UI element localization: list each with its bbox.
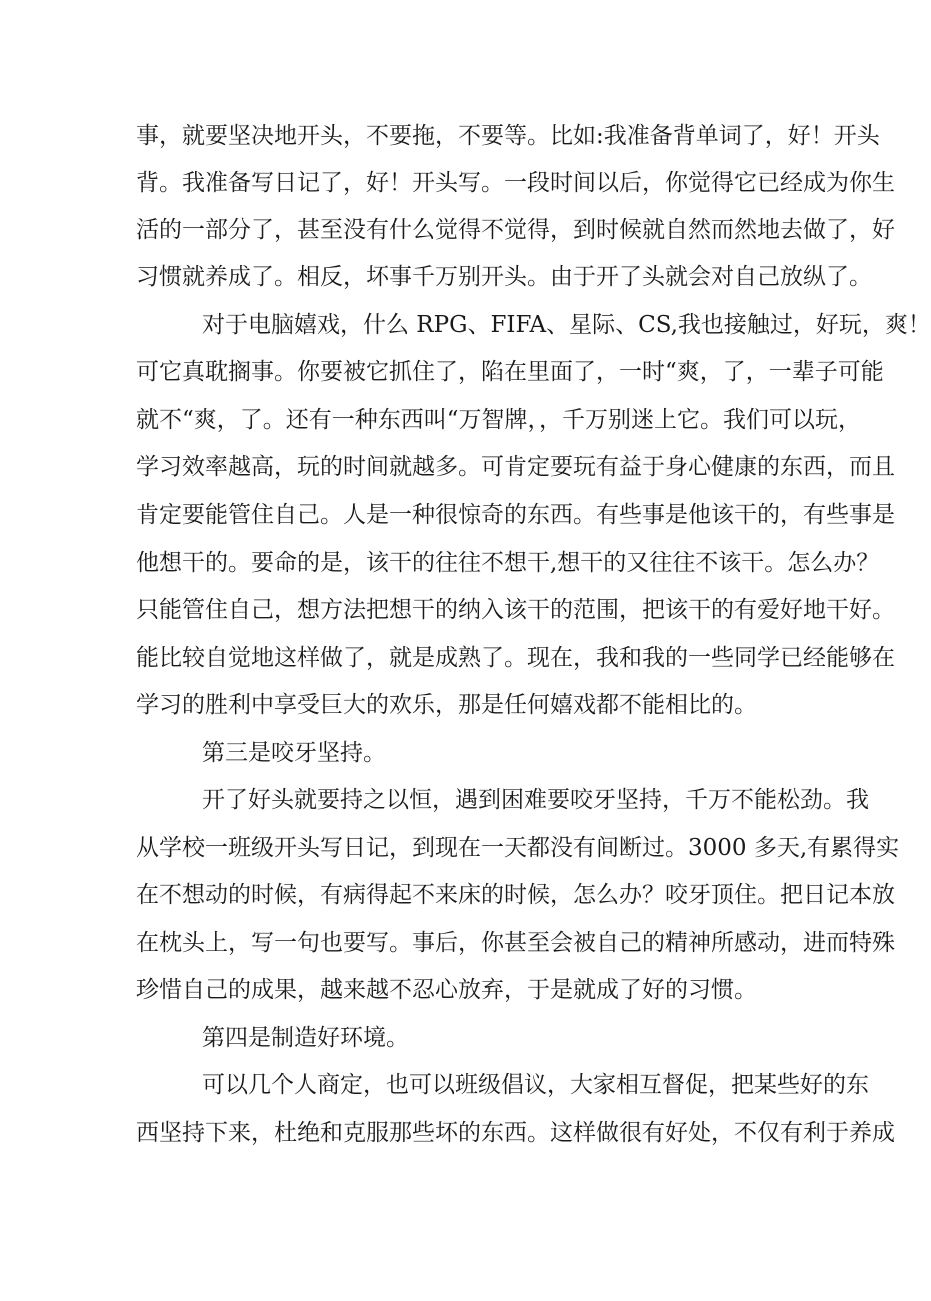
paragraph-line: 可它真耽搁事。你要被它抓住了，陷在里面了，一时“爽，了，一辈子可能 (136, 359, 884, 385)
paragraph-line: 从学校一班级开头写日记，到现在一天都没有间断过。3000 多天,有累得实 (136, 835, 900, 861)
section-heading: 第三是咬牙坚持。 (202, 740, 386, 766)
paragraph-line: 他想干的。要命的是，该干的往往不想干,想干的又往往不该干。怎么办？ (136, 550, 880, 576)
paragraph-line: 习惯就养成了。相反，坏事千万别开头。由于开了头就会对自己放纵了。 (136, 264, 872, 290)
paragraph-line: 背。我准备写日记了，好！开头写。一段时间以后，你觉得它已经成为你生 (136, 170, 895, 196)
paragraph-line: 西坚持下来，杜绝和克服那些坏的东西。这样做很有好处，不仅有利于养成 (136, 1120, 895, 1146)
paragraph-line: 学习的胜利中享受巨大的欢乐，那是任何嬉戏都不能相比的。 (136, 692, 757, 718)
paragraph-line: 学习效率越高，玩的时间就越多。可肯定要玩有益于身心健康的东西，而且 (136, 454, 895, 480)
paragraph-first-line: 开了好头就要持之以恒，遇到困难要咬牙坚持，千万不能松劲。我 (202, 787, 869, 813)
paragraph-line: 肯定要能管住自己。人是一种很惊奇的东西。有些事是他该干的，有些事是 (136, 502, 895, 528)
paragraph-line: 事，就要坚决地开头，不要拖，不要等。比如:我准备背单词了，好！开头 (136, 123, 880, 149)
paragraph-first-line: 对于电脑嬉戏，什么 RPG、FIFA、星际、CS,我也接触过，好玩，爽！ (202, 312, 931, 338)
paragraph-line: 在枕头上，写一句也要写。事后，你甚至会被自己的精神所感动，进而特殊 (136, 930, 895, 956)
paragraph-line: 只能管住自己，想方法把想干的纳入该干的范围，把该干的有爱好地干好。 (136, 597, 895, 623)
paragraph-line: 就不“爽，了。还有一种东西叫“万智牌，，千万别迷上它。我们可以玩， (136, 407, 862, 433)
paragraph-first-line: 可以几个人商定，也可以班级倡议，大家相互督促，把某些好的东 (202, 1072, 869, 1098)
section-heading: 第四是制造好环境。 (202, 1025, 409, 1051)
paragraph-line: 能比较自觉地这样做了，就是成熟了。现在，我和我的一些同学已经能够在 (136, 645, 895, 671)
paragraph-line: 珍惜自己的成果，越来越不忍心放弃，于是就成了好的习惯。 (136, 977, 757, 1003)
paragraph-line: 活的一部分了，甚至没有什么觉得不觉得，到时候就自然而然地去做了，好 (136, 217, 895, 243)
paragraph-line: 在不想动的时候，有病得起不来床的时候，怎么办？咬牙顶住。把日记本放 (136, 882, 895, 908)
